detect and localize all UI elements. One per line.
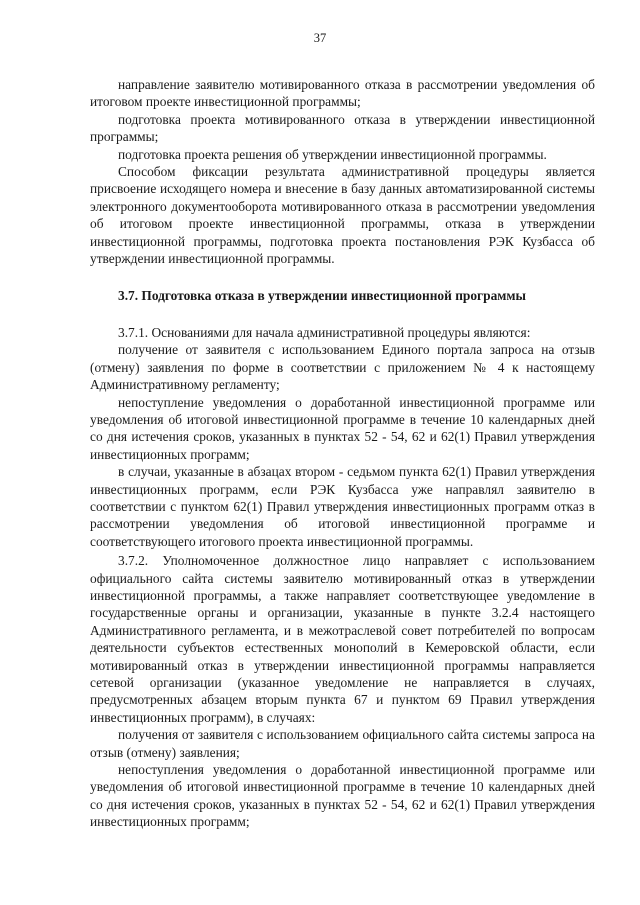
page-number: 37 xyxy=(313,31,327,45)
page-content xyxy=(90,76,595,831)
paragraph: 3.7.2. Уполномоченное должностное лицо направляет с использованием официального сайта системы заявителю мотивированный отказ в утверждении инвестиционной программы, а также направляет соответствующее уведомление в государственные органы и организации, указанные в пункте 3.2.4 настоящего Административного регламента, и в межотраслевой совет потребителей по вопросам деятельности субъектов естественных монополий в Кемеровской области, если мотивированный отказ в утверждении инвестиционной программы направляется сетевой организации (указанное уведомление не направляется в случаях, предусмотренных абзацем вторым пункта 67 и пунктом 69 Правил утверждения инвестиционных программ), в случаях: xyxy=(90,553,595,725)
paragraph: непоступления уведомления о доработанной инвестиционной программе или уведомления об итоговой инвестиционной программе в течение 10 календарных дней со дня истечения сроков, указанных в пунктах 52 - 54, 62 и 62(1) Правил утверждения инвестиционных программ; xyxy=(90,762,595,830)
paragraph: 3.7.1. Основаниями для начала административной процедуры являются: xyxy=(118,324,531,340)
paragraph: в случаи, указанные в абзацах втором - седьмом пункта 62(1) Правил утверждения инвестиционных программ, если РЭК Кузбасса уже направлял заявителю в соответствии с пунктом 62(1) Правил утверждения инвестиционных программ отказ в рассмотрении уведомления об итоговой инвестиционной программе и соответствующего итогового проекта инвестиционной программы. xyxy=(90,464,595,549)
paragraph: получения от заявителя с использованием официального сайта системы запроса на отзыв (отмену) заявления; xyxy=(90,727,595,760)
paragraph: подготовка проекта мотивированного отказа в утверждении инвестиционной программы; xyxy=(90,111,595,145)
paragraph: подготовка проекта решения об утверждении инвестиционной программы. xyxy=(118,146,547,162)
section-heading: 3.7. Подготовка отказа в утверждении инвестиционной программы xyxy=(118,288,526,304)
paragraph: Способом фиксации результата административной процедуры является присвоение исходящего номера и внесение в базу данных автоматизированной системы электронного документооборота мотивированного отказа в рассмотрении уведомления об итоговом проекте инвестиционной программы, отказа в утверждении инвестиционной программы, подготовка проекта постановления РЭК Кузбасса об утверждении инвестиционной программы. xyxy=(90,164,595,267)
paragraph: получение от заявителя с использованием Единого портала запроса на отзыв (отмену) заявления по форме в соответствии с приложением № 4 к настоящему Административному регламенту; xyxy=(90,342,595,393)
paragraph: непоступление уведомления о доработанной инвестиционной программе или уведомления об итоговой инвестиционной программе в течение 10 календарных дней со дня истечения сроков, указанных в пунктах 52 - 54, 62 и 62(1) Правил утверждения инвестиционных программ; xyxy=(90,394,595,462)
paragraph: направление заявителю мотивированного отказа в рассмотрении уведомления об итоговом проекте инвестиционной программы; xyxy=(90,77,595,110)
